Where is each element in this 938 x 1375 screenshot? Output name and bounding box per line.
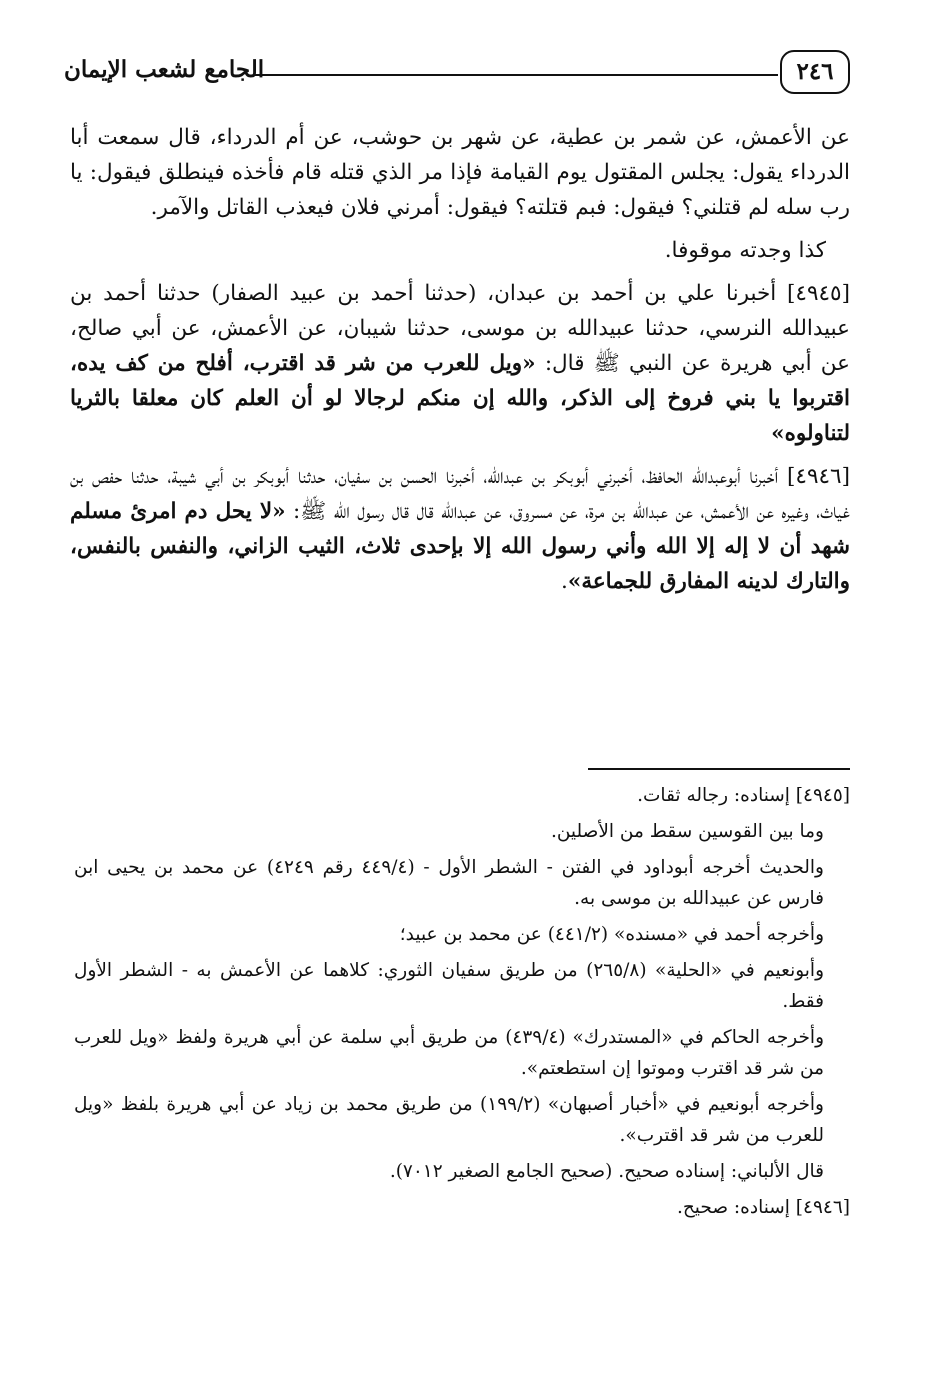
paragraph-note: كذا وجدته موقوفا. (664, 238, 826, 263)
footnote-line: وأخرجه أحمد في «مسنده» (٤٤١/٢) عن محمد بن عبيد؛ (399, 924, 824, 945)
hadith-4946-end: . (561, 569, 568, 594)
footnotes (74, 780, 850, 1228)
footnote-divider (588, 768, 850, 770)
page-header (64, 46, 850, 102)
hadith-4946 (70, 459, 850, 599)
footnote-line: والحديث أخرجه أبوداود في الفتن - الشطر الأول - (٤٤٩/٤ رقم ٤٢٤٩) عن محمد بن يحيى ابن فارس عن عبيدالله بن موسى به. (74, 857, 824, 909)
book-title: الجامع لشعب الإيمان (64, 56, 265, 83)
page-number: ٢٤٦ (780, 50, 850, 94)
footnote-line: وأبونعيم في «الحلية» (٢٦٥/٨) من طريق سفيان الثوري: كلاهما عن الأعمش به - الشطر الأول فقط. (74, 960, 824, 1012)
header-rule (254, 74, 778, 76)
hadith-4946-text: «لا يحل دم امرئ مسلم شهد أن لا إله إلا الله وأني رسول الله إلا بإحدى ثلاث، الثيب الزاني، والنفس بالنفس، والتارك لدينه المفارق للجماعة» (70, 499, 850, 594)
footnote-line: وأخرجه أبونعيم في «أخبار أصبهان» (١٩٩/٢) من طريق محمد بن زياد عن أبي هريرة بلفظ «ويل للعرب من شر قد اقترب». (74, 1094, 824, 1146)
footnote-line: قال الألباني: إسناده صحيح. (صحيح الجامع الصغير ٧٠١٢). (389, 1161, 824, 1182)
paragraph-continuation: عن الأعمش، عن شمر بن عطية، عن شهر بن حوشب، عن أم الدرداء، قال سمعت أبا الدرداء يقول: يجلس المقتول يوم القيامة فإذا مر الذي قتله قام فأخذه فينطلق فيقول: يا رب سله لم قتلني؟ فيقول: فبم قتلته؟ فيقول: أمرني فلان فيعذب القاتل والآمر. (70, 125, 850, 220)
hadith-4945-text: «ويل للعرب من شر قد اقترب، أفلح من كف يده، اقتربوا يا بني فروخ إلى الذكر، والله إن منكم لرجالا لو أن العلم كان معلقا بالثريا لتناولوه» (70, 351, 850, 446)
hadith-4945 (70, 276, 850, 451)
hadith-4946-chain: [٤٩٤٦] أخبرنا أبوعبدالله الحافظ، أخبرني أبوبكر بن عبدالله، أخبرنا الحسن بن سفيان، حدثنا أبوبكر بن أبي شيبة، حدثنا حفص بن غياث، وغيره عن الأعمش، عن عبدالله بن مرة، عن مسروق، عن عبدالله قال قال رسول الله ﷺ: (70, 464, 850, 524)
footnote-4946-head: [٤٩٤٦] إسناده: صحيح. (676, 1197, 850, 1218)
footnote-line: وما بين القوسين سقط من الأصلين. (550, 821, 824, 842)
hadith-4945-chain: [٤٩٤٥] أخبرنا علي بن أحمد بن عبدان، (حدثنا أحمد بن عبيد الصفار) حدثنا أحمد بن عبيدالله النرسي، حدثنا عبيدالله بن موسى، حدثنا شيبان، عن الأعمش، عن أبي صالح، عن أبي هريرة عن النبي ﷺ قال: (70, 281, 850, 376)
footnote-line: وأخرجه الحاكم في «المستدرك» (٤٣٩/٤) من طريق أبي سلمة عن أبي هريرة ولفظ «ويل للعرب من شر قد اقترب وموتوا إن استطعتم». (74, 1027, 824, 1079)
footnote-4945-head: [٤٩٤٥] إسناده: رجاله ثقات. (637, 785, 850, 806)
main-text (70, 120, 850, 607)
